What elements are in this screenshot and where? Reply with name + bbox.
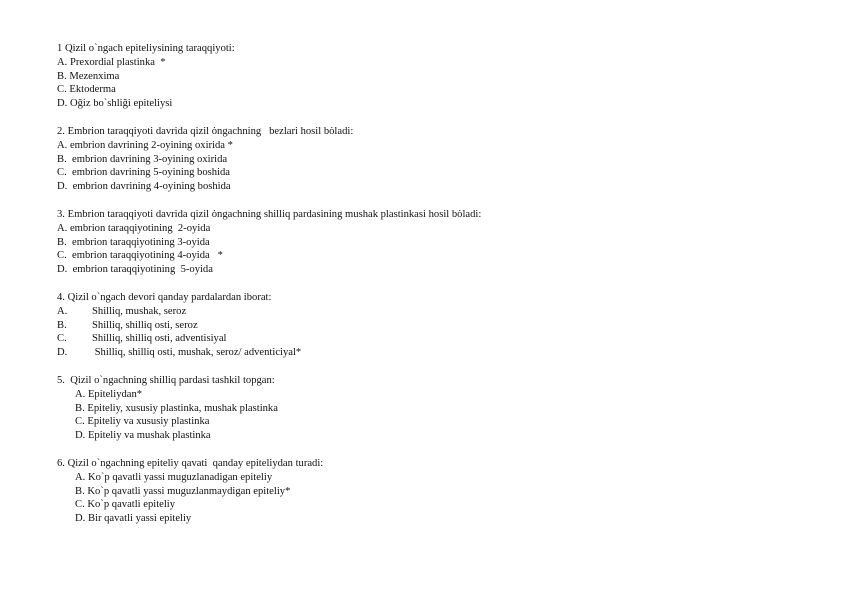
answer-option: C. Ko`p qavatli epiteliy	[75, 499, 176, 511]
option-letter: D.	[57, 347, 68, 359]
question-2	[57, 125, 817, 194]
answer-option: C. Ektoderma	[57, 84, 116, 96]
answer-option: A. Epiteliydan*	[75, 388, 143, 400]
option-text: Shilliq, shilliq osti, mushak, seroz/ adventiciyal*	[92, 347, 302, 359]
option-text: Shilliq, shilliq osti, adventisiyal	[92, 333, 227, 345]
answer-option: D. Epiteliy va mushak plastinka	[75, 430, 211, 442]
answer-option: A. Prexordial plastinka *	[57, 56, 166, 68]
answer-option: B. Ko`p qavatli yassi muguzlanmaydigan epiteliy*	[75, 485, 291, 497]
option-letter: B.	[57, 319, 67, 331]
answer-option: B. Mezenxima	[57, 70, 120, 82]
answer-option: B. Epiteliy, xususiy plastinka, mushak plastinka	[75, 402, 278, 414]
option-text: Shilliq, shilliq osti, seroz	[92, 319, 198, 331]
option-letter: A.	[57, 305, 68, 317]
answer-option	[57, 319, 817, 333]
question-6	[57, 457, 817, 526]
answer-option	[57, 332, 817, 346]
answer-option: D. Oğiz bo`shliği epiteliysi	[57, 98, 173, 110]
answer-option	[57, 305, 817, 319]
answer-option: A. Ko`p qavatli yassi muguzlanadigan epiteliy	[75, 471, 273, 483]
answer-option: D. embrion davrining 4-oyining boshida	[57, 181, 231, 193]
question-stem: 5. Qizil o`ngachning shilliq pardasi tashkil topgan:	[57, 375, 275, 386]
answer-option: D. Bir qavatli yassi epiteliy	[75, 513, 192, 525]
question-1	[57, 42, 817, 111]
question-4	[57, 291, 817, 360]
question-stem: 2. Embrion taraqqiyoti davrida qizil ȯngachning bezlari hosil bȯladi:	[57, 126, 354, 137]
answer-option: D. embrion taraqqiyotining 5-oyida	[57, 264, 213, 276]
answer-option: B. embrion davrining 3-oyining oxirida	[57, 153, 228, 165]
answer-option: B. embrion taraqqiyotining 3-oyida	[57, 236, 210, 248]
option-letter: C.	[57, 333, 67, 345]
option-text: Shilliq, mushak, seroz	[92, 305, 187, 317]
question-stem: 3. Embrion taraqqiyoti davrida qizil ȯngachning shilliq pardasining mushak plastinkasi hosil bȯladi:	[57, 209, 482, 220]
answer-option: A. embrion taraqqiyotining 2-oyida	[57, 222, 211, 234]
question-3	[57, 208, 817, 277]
question-stem: 4. Qizil o`ngach devori qanday pardalardan iborat:	[57, 292, 272, 303]
answer-option: A. embrion davrining 2-oyining oxirida *	[57, 139, 233, 151]
question-stem: 6. Qizil o`ngachning epiteliy qavati qanday epiteliydan turadi:	[57, 458, 324, 469]
answer-option: C. embrion taraqqiyotining 4-oyida *	[57, 250, 223, 262]
answer-option: C. embrion davrining 5-oyining boshida	[57, 167, 231, 179]
answer-option: C. Epiteliy va xususiy plastinka	[75, 416, 210, 428]
question-5	[57, 374, 817, 443]
question-stem: 1 Qizil o`ngach epiteliysining taraqqiyoti:	[57, 43, 235, 54]
answer-option	[57, 346, 817, 360]
